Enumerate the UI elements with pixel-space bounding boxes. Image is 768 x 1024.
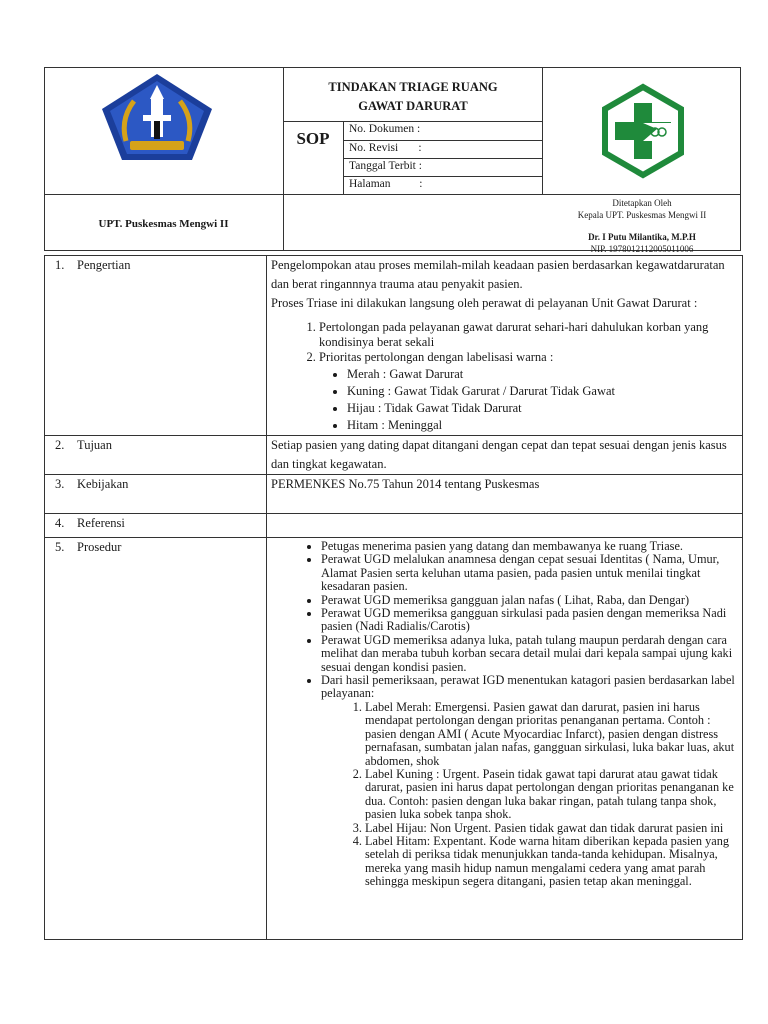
text-tujuan: Tujuan (77, 438, 112, 452)
color-hitam: • Hitam : Meninggal (347, 417, 738, 434)
label-merah: 1. Label Merah: Emergensi. Pasien gawat dan darurat, pasien ini harus mendapat pertolongan dengan prioritas penanganan pertama. Contoh : pasien dengan AMI ( Acute Myocardiac Infarct), pasien dengan distress pernafasan, sumbatan jalan nafas, gangguan sirkulasi, luka bakar luas, akut abdomen, shok (365, 701, 738, 768)
text-prosedur: Prosedur (77, 540, 122, 554)
label-hijau: 3. Label Hijau: Non Urgent. Pasien tidak gawat dan tidak darurat pasien ini (365, 822, 738, 835)
field-halaman: Halaman : (349, 178, 423, 190)
label-tujuan (45, 436, 267, 475)
content-kebijakan (267, 475, 743, 514)
prosedur-step-4: • Perawat UGD memeriksa gangguan sirkulasi pada pasien dengan memeriksa Nadi pasien (Nadi Radialis/Carotis) (321, 607, 738, 634)
title-line-2: GAWAT DARURAT (358, 99, 468, 113)
label-kuning: 2. Label Kuning : Urgent. Pasein tidak gawat tapi darurat atau gawat tidak darurat, pasien ini harus dapat pertolongan dengan prioritas penanganan ke dua. Contoh: pasien dengan luka bakar ringan, patah tulang tanpa shok, pasien luka sobek tanpa shok. (365, 768, 738, 822)
title-line-1: TINDAKAN TRIAGE RUANG (328, 80, 498, 94)
label-pengertian (45, 256, 267, 436)
pengertian-item-2-text: Prioritas pertolongan dengan labelisasi warna : (319, 350, 554, 364)
approval-nip: NIP. 197801211200501100​6 (590, 244, 694, 254)
document-title (284, 78, 542, 116)
field-tanggal-terbit: Tanggal Terbit : (349, 160, 422, 172)
sop-header (44, 67, 741, 254)
unit-name: UPT. Puskesmas Mengwi II (98, 218, 229, 230)
prosedur-step-3: • Perawat UGD memeriksa gangguan jalan nafas ( Lihat, Raba, dan Dengar) (321, 594, 738, 607)
header-row-divider (44, 194, 741, 195)
row-pengertian (45, 256, 743, 436)
row-referensi (45, 514, 743, 538)
num-kebijakan: 3. (55, 477, 65, 491)
prosedur-step-1: • Petugas menerima pasien yang datang dan membawanya ke ruang Triase. (321, 540, 738, 553)
approval-name: Dr. I Putu Milantika, M.P.H (588, 232, 696, 242)
pengertian-item-1: 1. Pertolongan pada pelayanan gawat darurat sehari-hari dahulukan korban yang kondisinya berat sekali (319, 320, 738, 350)
content-tujuan (267, 436, 743, 475)
num-pengertian: 1. (55, 258, 65, 272)
kebijakan-text: PERMENKES No.75 Tahun 2014 tentang Puskesmas (271, 477, 540, 491)
num-tujuan: 2. (55, 438, 65, 452)
field-no-revisi: No. Revisi : (349, 142, 422, 154)
content-pengertian (267, 256, 743, 436)
row-prosedur (45, 538, 743, 940)
label-kebijakan (45, 475, 267, 514)
approval-line-1: Ditetapkan Oleh (612, 198, 672, 208)
color-kuning: • Kuning : Gawat Tidak Garurat / Darurat Tidak Gawat (347, 383, 738, 400)
text-kebijakan: Kebijakan (77, 477, 129, 491)
approval-line-2: Kepala UPT. Puskesmas Mengwi II (577, 210, 707, 220)
sop-top-line (283, 121, 343, 122)
prosedur-step-6-text: Dari hasil pemeriksaan, perawat IGD menentukan katagori pasien berdasarkan label pelayanan: (321, 673, 735, 701)
tujuan-text: Setiap pasien yang dating dapat ditangani dengan cepat dan tepat sesuai dengan jenis kasus dan tingkat kegawatan. (271, 438, 727, 471)
pengertian-list (271, 320, 738, 434)
color-label-list (319, 366, 738, 434)
content-prosedur (267, 538, 743, 940)
sop-body-table (44, 255, 743, 940)
prosedur-step-5: • Perawat UGD memeriksa adanya luka, patah tulang maupun perdarah dengan cara melihat dan meraba tubuh korban secara detail mulai dari kepala sampai ujung kaki sesuai dengan kondisi pasien. (321, 634, 738, 674)
text-referensi: Referensi (77, 516, 125, 530)
pengertian-item-2 (319, 350, 738, 434)
num-referensi: 4. (55, 516, 65, 530)
header-divider-right (542, 67, 543, 194)
prosedur-step-2: • Perawat UGD melalukan anamnesa dengan cepat sesuai Identitas ( Nama, Umur, Alamat Pasien serta keluhan utama pasien, pada pasien untuk menilai tingkat kesadaran pasien. (321, 553, 738, 593)
field-no-dokumen: No. Dokumen : (349, 123, 421, 135)
row-kebijakan (45, 475, 743, 514)
puskesmas-logo-icon (595, 83, 691, 179)
text-pengertian: Pengertian (77, 258, 131, 272)
num-prosedur: 5. (55, 540, 65, 554)
pengertian-paragraph-2: Proses Triase ini dilakukan langsung oleh perawat di pelayanan Unit Gawat Darurat : (271, 296, 698, 310)
color-hijau: • Hijau : Tidak Gawat Tidak Darurat (347, 400, 738, 417)
pengertian-paragraph-1: Pengelompokan atau proses memilah-milah keadaan pasien berdasarkan kegawatdaruratan dan berat ringannnya trauma atau penyakit pasien. (271, 258, 725, 291)
bali-emblem-icon (98, 71, 216, 163)
label-hitam: 4. Label Hitam: Expentant. Kode warna hitam diberikan kepada pasien yang setelah di periksa tidak menunjukkan tanda-tanda kehidupan. Misalnya, mereka yang masih hidup namun mengalami cedera yang amat parah sehingga meskipun segera ditangani, pasien tetap akan meninggal. (365, 835, 738, 889)
content-referensi (267, 514, 743, 538)
row-tujuan (45, 436, 743, 475)
approval-block (543, 197, 741, 255)
prosedur-steps (271, 540, 738, 889)
sop-label: SOP (296, 129, 330, 148)
prosedur-step-6 (321, 674, 738, 889)
triage-label-list (321, 701, 738, 889)
color-merah: • Merah : Gawat Darurat (347, 366, 738, 383)
label-prosedur (45, 538, 267, 940)
label-referensi (45, 514, 267, 538)
